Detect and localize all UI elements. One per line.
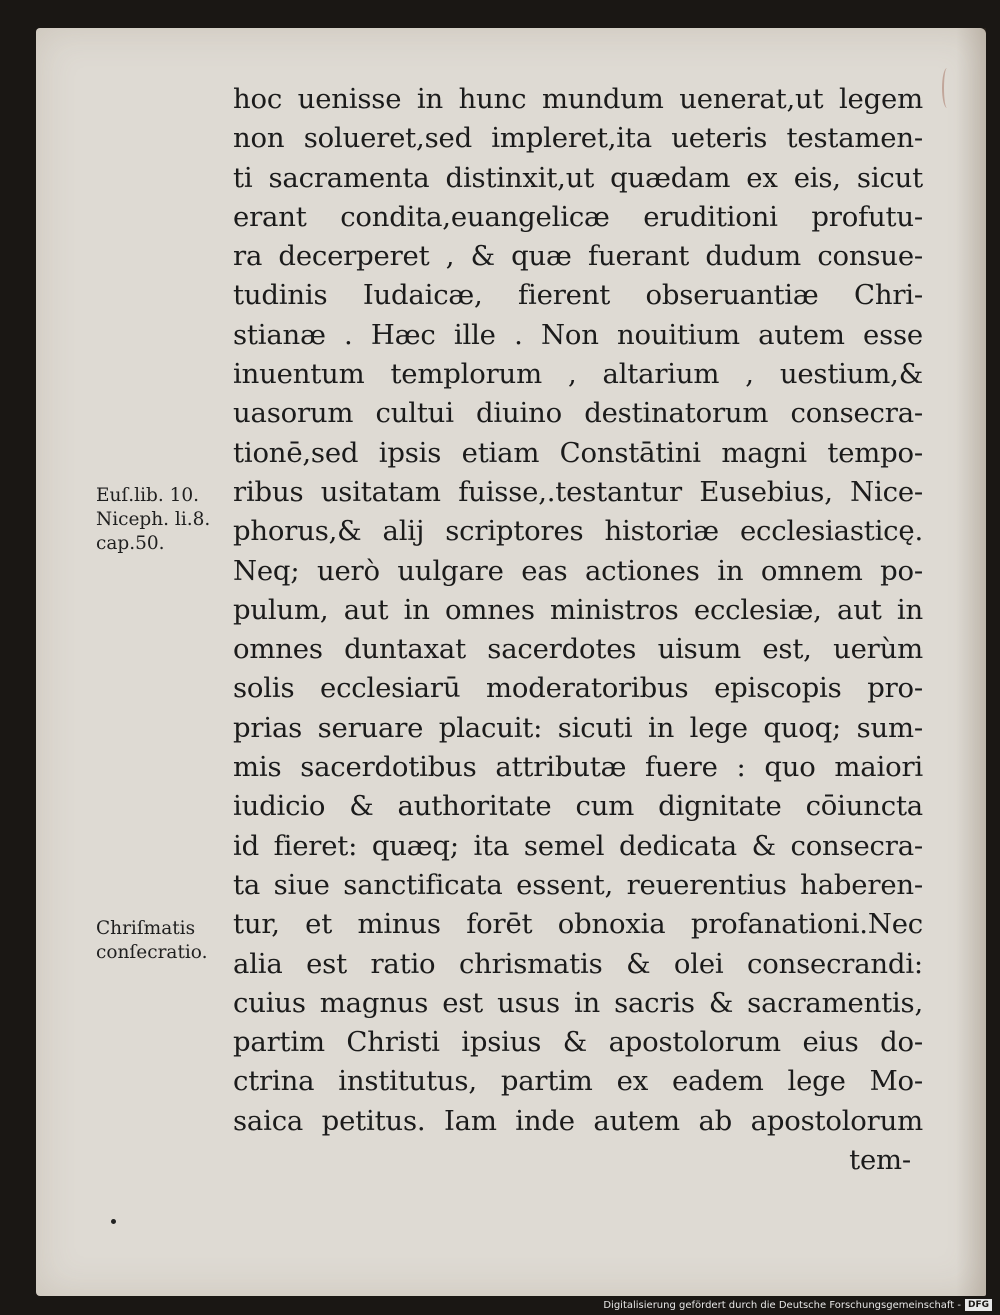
text-line: alia est ratio chrismatis & olei consecrandi: [233, 947, 923, 980]
text-line: phorus,& alij scriptores historiæ ecclesiasticę. [233, 515, 923, 548]
margin-note-line: conſecratio. [96, 942, 208, 963]
text-line: ti sacramenta distinxit,ut quædam ex eis, sicut [233, 161, 923, 194]
ink-dot [111, 1219, 116, 1224]
text-line: iudicio & authoritate cum dignitate cōiuncta [233, 790, 923, 823]
text-line: erant condita,euangelicæ eruditioni profutu- [233, 200, 923, 233]
text-line: prias seruare placuit: sicuti in lege quoq; sum- [233, 711, 923, 744]
catchword: tem- [849, 1144, 911, 1177]
footer-text: Digitalisierung gefördert durch die Deutsche Forschungsgemeinschaft - [603, 1299, 961, 1311]
text-line: pulum, aut in omnes ministros ecclesiæ, aut in [233, 593, 923, 626]
text-line: hoc uenisse in hunc mundum uenerat,ut legem [233, 83, 923, 115]
text-line: uasorum cultui diuino destinatorum consecra- [233, 397, 923, 430]
text-line: ta siue sanctificata essent, reuerentius haberen- [233, 868, 923, 901]
margin-note-line: Euſ.lib. 10. [96, 485, 200, 506]
text-line: ra decerperet , & quæ fuerant dudum consue- [233, 240, 923, 273]
text-line: ctrina institutus, partim ex eadem lege Mo- [233, 1065, 923, 1098]
text-line: stianæ . Hæc ille . Non nouitium autem esse [233, 318, 923, 351]
page-stain [942, 68, 952, 108]
margin-note-eusebius [96, 484, 231, 556]
text-line: ribus usitatam fuisse,.testantur Eusebius, Nice- [233, 475, 923, 508]
text-line: inuentum templorum , altarium , uestium,& [233, 358, 923, 391]
text-line: id fieret: quæq; ita semel dedicata & consecra- [233, 829, 923, 862]
margin-note-line: cap.50. [96, 533, 165, 554]
margin-note-line: Niceph. li.8. [96, 509, 211, 530]
text-line: cuius magnus est usus in sacris & sacramentis, [233, 986, 923, 1019]
text-line: partim Christi ipsius & apostolorum eius do- [233, 1026, 923, 1059]
text-line: saica petitus. Iam inde autem ab apostolorum [233, 1104, 923, 1137]
text-line: non solueret,sed impleret,ita ueteris testamen- [233, 122, 923, 155]
text-line: omnes duntaxat sacerdotes uisum est, uerùm [233, 633, 923, 666]
dfg-logo-icon: DFG [965, 1299, 992, 1311]
margin-note-line: Chriſmatis [96, 918, 196, 939]
text-line: Neq; uerò uulgare eas actiones in omnem po- [233, 554, 923, 587]
margin-note-chrismatis [96, 917, 231, 965]
text-line: tionē,sed ipsis etiam Constātini magni tempo- [233, 436, 923, 469]
main-text-block [233, 80, 923, 1180]
footer-credit [603, 1297, 992, 1313]
text-line: tur, et minus forēt obnoxia profanationi.Nec [233, 908, 923, 941]
text-line: mis sacerdotibus attributæ fuere : quo maiori [233, 751, 923, 784]
text-line: solis ecclesiarū moderatoribus episcopis pro- [233, 672, 923, 705]
text-line: tudinis Iudaicæ, fierent obseruantiæ Chri- [233, 279, 923, 312]
